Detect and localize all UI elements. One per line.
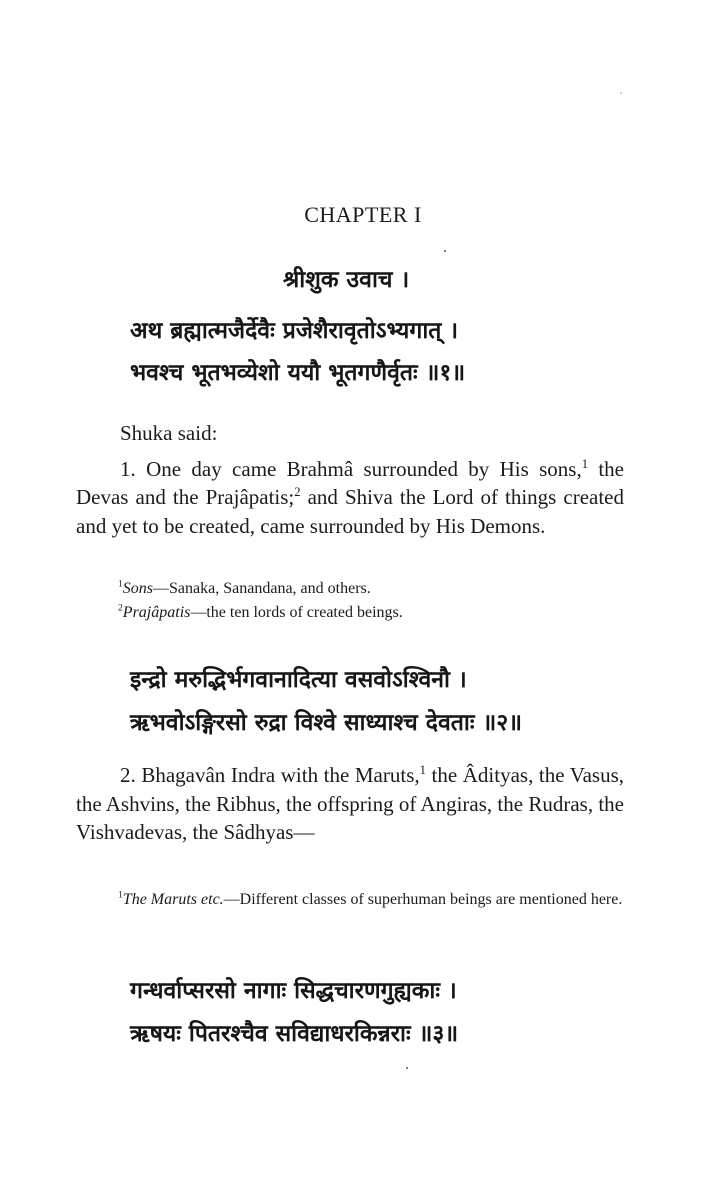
translation-block-1 (76, 419, 624, 540)
verse-2-line-1: इन्द्रो मरुद्भिर्भगवानादित्या वसवोऽश्विनौ । (130, 667, 467, 693)
chapter-title: CHAPTER I (304, 202, 422, 227)
footnote-3: $^1$The Maruts etc.—Different classes of superhuman beings are mentioned here. (118, 889, 623, 908)
speaker-line: Shuka said: (120, 421, 218, 445)
print-speck (444, 250, 446, 252)
verse-3-line-2: ऋषयः पितरश्चैव सविद्याधरकिन्नराः ॥३॥ (130, 1021, 459, 1047)
verse-2-translation: 2. Bhagavân Indra with the Maruts,$^1$ the Âdityas, the Vasus, the Ashvins, the Ribhus, the offspring of Angiras, the Rudras, the Vishvadevas, the Sâdhyas— (76, 763, 624, 844)
footnote-ref: 2 (294, 485, 301, 499)
footnote-ref: 1 (419, 763, 426, 777)
print-speck (406, 1067, 408, 1069)
verse-1-line-2: भवश्च भूतभव्येशो ययौ भूतगणैर्वृतः ॥१॥ (130, 360, 466, 386)
verse-2-line-2: ऋभवोऽङ्गिरसो रुद्रा विश्वे साध्याश्च देवताः ॥२॥ (130, 710, 523, 736)
print-speck (620, 92, 622, 94)
sanskrit-heading: श्रीशुक उवाच । (283, 267, 410, 293)
footnote-ref: 1 (581, 456, 589, 471)
footnote-2: $^2$Prajâpatis—the ten lords of created beings. (118, 602, 403, 621)
verse-3-line-1: गन्धर्वाप्सरसो नागाः सिद्धचारणगुह्यकाः । (130, 978, 457, 1004)
footnote-1: $^1$Sons—Sanaka, Sanandana, and others. (118, 578, 371, 597)
verse-1-line-1: अथ ब्रह्मात्मजैर्देवैः प्रजेशैरावृतोऽभ्यगात् । (130, 318, 459, 344)
translation-block-2 (76, 761, 624, 847)
verse-1-translation: 1. One day came Brahmâ surrounded by His sons,$^1$ the Devas and the Prajâpatis;$^2$ and Shiva the Lord of things created and yet to be created, came surrounded by His Demons. (76, 456, 625, 538)
